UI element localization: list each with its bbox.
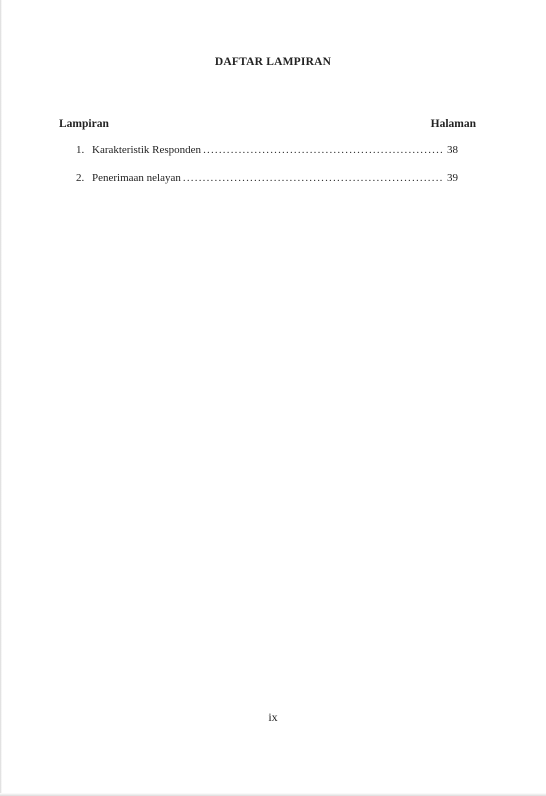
entry-label: Karakteristik Responden bbox=[92, 144, 202, 156]
scan-edge-shadow bbox=[0, 0, 2, 796]
entry-label: Penerimaan nelayan bbox=[92, 172, 181, 184]
page-number: ix bbox=[268, 710, 278, 724]
page-title: DAFTAR LAMPIRAN bbox=[214, 56, 332, 68]
appendix-entry bbox=[76, 144, 458, 158]
entry-page: 38 bbox=[447, 144, 458, 156]
column-header-appendix: Lampiran bbox=[59, 118, 109, 130]
column-header-page: Halaman bbox=[430, 118, 476, 130]
appendix-entry bbox=[76, 172, 458, 186]
entry-page: 39 bbox=[447, 172, 458, 184]
dot-leader bbox=[183, 172, 443, 184]
dot-leader bbox=[203, 144, 443, 156]
entry-number: 2. bbox=[76, 172, 85, 184]
entry-number: 1. bbox=[76, 144, 85, 156]
